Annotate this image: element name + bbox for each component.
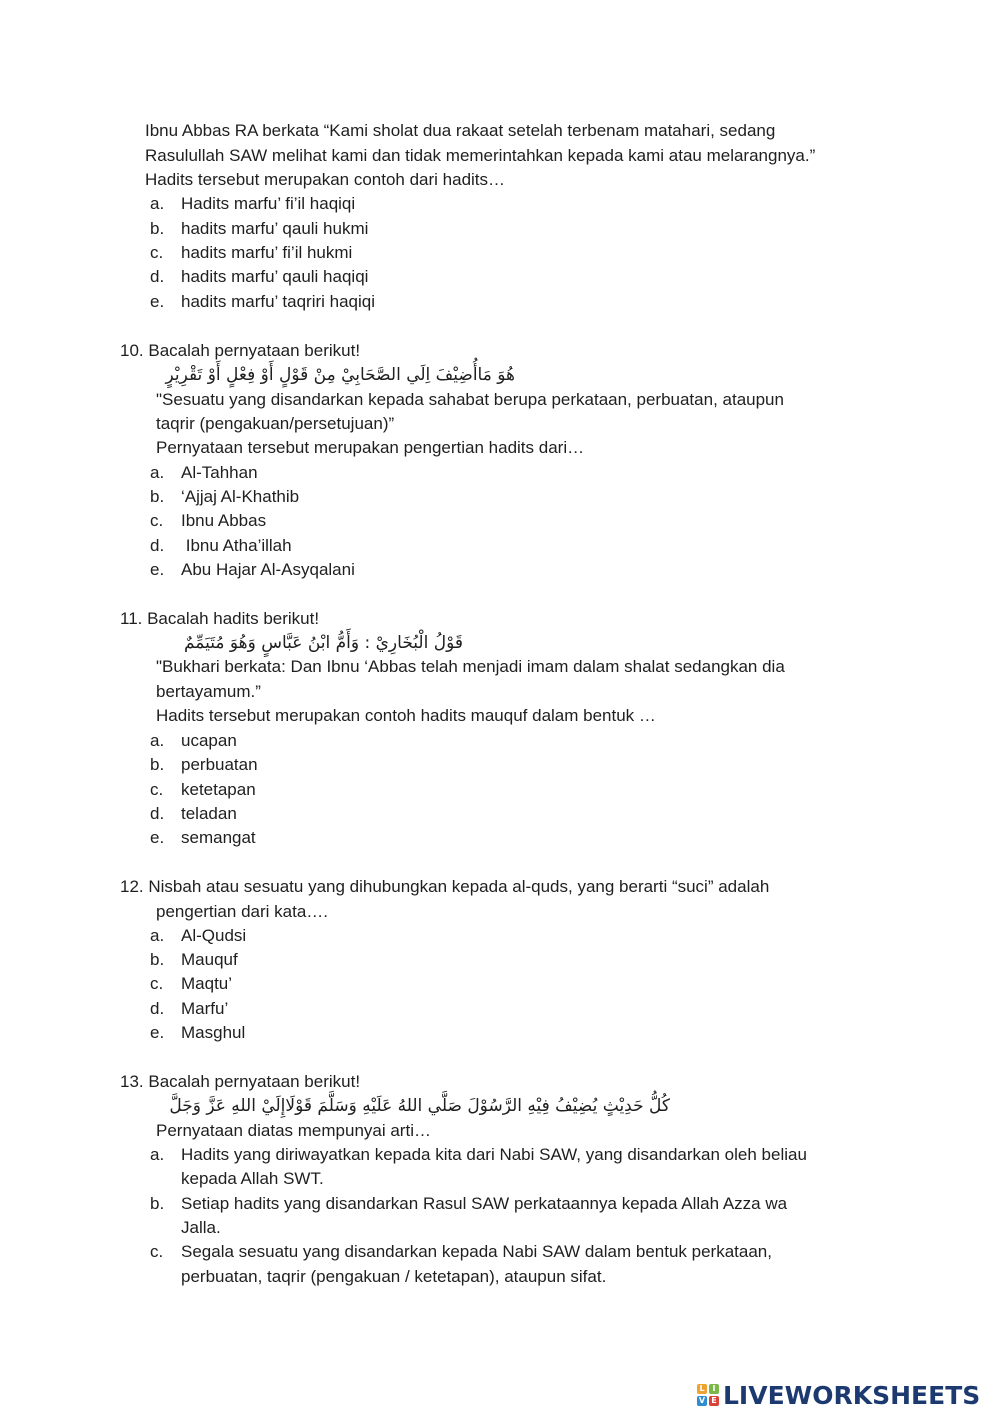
option-text-line-2: kepada Allah SWT.: [181, 1169, 324, 1188]
option-text: perbuatan: [181, 755, 258, 774]
question-11-arabic: قَوْلُ الْبُخَارِيْ : وَأَمُّ ابْنُ عَبَّاسٍ وَهُوَ مُتَيَمِّمٌ: [183, 633, 463, 653]
option-text: Mauquf: [181, 950, 238, 969]
question-10-heading: 10. Bacalah pernyataan berikut!: [120, 341, 361, 360]
logo-square-v: V: [698, 1396, 706, 1405]
option-text: ucapan: [181, 731, 237, 750]
option-letter: a.: [150, 731, 165, 750]
option-text: Maqtu’: [181, 974, 233, 993]
question-11-line-2: bertayamum.”: [156, 682, 261, 701]
option-text: Marfu’: [181, 999, 229, 1018]
question-12-heading: 12. Nisbah atau sesuatu yang dihubungkan kepada al-quds, yang berarti “suci” adalah: [120, 877, 770, 896]
option-text: hadits marfu’ qauli haqiqi: [181, 267, 369, 286]
option-letter: a.: [150, 194, 165, 213]
question-10-arabic: هُوَ مَاأُضِيْفَ اِلَي الصَّحَابِيْ مِنْ قَوْلٍ أَوْ فِعْلٍ أَوْ تَقْرِيْرٍ: [165, 365, 515, 385]
option-text: semangat: [181, 828, 256, 847]
question-11-heading: 11. Bacalah hadits berikut!: [120, 609, 320, 628]
option-letter: c.: [150, 243, 164, 262]
question-13-arabic: كُلُّ حَدِيْثٍ يُضِيْفُ فِيْهِ الرَّسُوْلَ صَلَّي اللهُ عَلَيْهِ وَسَلَّمَ قَوْلَاإِلَيْ اللهِ عَزَّ وَجَلَّ: [169, 1096, 670, 1116]
question-10-line-3: Pernyataan tersebut merupakan pengertian hadits dari…: [156, 438, 585, 457]
option-letter: d.: [150, 999, 165, 1018]
option-letter: e.: [150, 828, 165, 847]
option-text: hadits marfu’ taqriri haqiqi: [181, 292, 376, 311]
option-letter: d.: [150, 267, 165, 286]
option-letter: b.: [150, 487, 165, 506]
option-text: ‘Ajjaj Al-Khathib: [181, 487, 300, 506]
question-13-line: Pernyataan diatas mempunyai arti…: [156, 1121, 431, 1140]
option-letter: e.: [150, 560, 165, 579]
option-letter: a.: [150, 463, 165, 482]
option-letter: c.: [150, 780, 164, 799]
option-text: hadits marfu’ fi’il hukmi: [181, 243, 353, 262]
question-10-line-2: taqrir (pengakuan/persetujuan)”: [156, 414, 395, 433]
option-letter: e.: [150, 292, 165, 311]
option-letter: c.: [150, 511, 164, 530]
option-letter: e.: [150, 1023, 165, 1042]
question-9-line-3: Hadits tersebut merupakan contoh dari hadits…: [145, 170, 506, 189]
logo-square-i: I: [709, 1384, 719, 1394]
question-9-line-2: Rasulullah SAW melihat kami dan tidak memerintahkan kepada kami atau melarangnya.”: [145, 146, 816, 165]
option-letter: b.: [150, 755, 165, 774]
option-text-line-2: Jalla.: [181, 1218, 221, 1237]
logo-square-l: L: [697, 1384, 707, 1394]
option-text: Ibnu Atha’illah: [181, 536, 292, 555]
question-11-line-1: "Bukhari berkata: Dan Ibnu ‘Abbas telah menjadi imam dalam shalat sedangkan dia: [156, 657, 785, 676]
option-text-line-1: Setiap hadits yang disandarkan Rasul SAW perkataannya kepada Allah Azza wa: [181, 1194, 788, 1213]
option-text: Al-Qudsi: [181, 926, 247, 945]
logo-text: LIVEWORKSHEETS: [723, 1380, 981, 1410]
option-text: Al-Tahhan: [181, 463, 258, 482]
option-letter: a.: [150, 1145, 165, 1164]
option-letter: c.: [150, 974, 164, 993]
question-13-heading: 13. Bacalah pernyataan berikut!: [120, 1072, 361, 1091]
option-letter: a.: [150, 926, 165, 945]
question-9-line-1: Ibnu Abbas RA berkata “Kami sholat dua rakaat setelah terbenam matahari, sedang: [145, 121, 776, 140]
option-text: ketetapan: [181, 780, 256, 799]
logo-mark-icon: [697, 1384, 719, 1406]
option-text: Hadits marfu’ fi’il haqiqi: [181, 194, 356, 213]
option-text-line-1: Segala sesuatu yang disandarkan kepada Nabi SAW dalam bentuk perkataan,: [181, 1242, 772, 1261]
option-letter: b.: [150, 950, 165, 969]
option-letter: d.: [150, 804, 165, 823]
liveworksheets-logo: [697, 1380, 980, 1410]
option-text-line-1: Hadits yang diriwayatkan kepada kita dari Nabi SAW, yang disandarkan oleh beliau: [181, 1145, 807, 1164]
option-text: Masghul: [181, 1023, 246, 1042]
option-letter: d.: [150, 536, 165, 555]
question-10-line-1: "Sesuatu yang disandarkan kepada sahabat berupa perkataan, perbuatan, ataupun: [156, 390, 784, 409]
option-letter: b.: [150, 1194, 165, 1213]
question-12-line-2: pengertian dari kata….: [156, 902, 328, 921]
option-text: hadits marfu’ qauli hukmi: [181, 219, 369, 238]
option-text: Abu Hajar Al-Asyqalani: [181, 560, 355, 579]
option-text: Ibnu Abbas: [181, 511, 267, 530]
option-text: teladan: [181, 804, 237, 823]
logo-square-e: E: [709, 1396, 719, 1406]
option-letter: c.: [150, 1242, 164, 1261]
question-11-line-3: Hadits tersebut merupakan contoh hadits mauquf dalam bentuk …: [156, 706, 656, 725]
option-letter: b.: [150, 219, 165, 238]
option-text-line-2: perbuatan, taqrir (pengakuan / ketetapan), ataupun sifat.: [181, 1267, 607, 1286]
